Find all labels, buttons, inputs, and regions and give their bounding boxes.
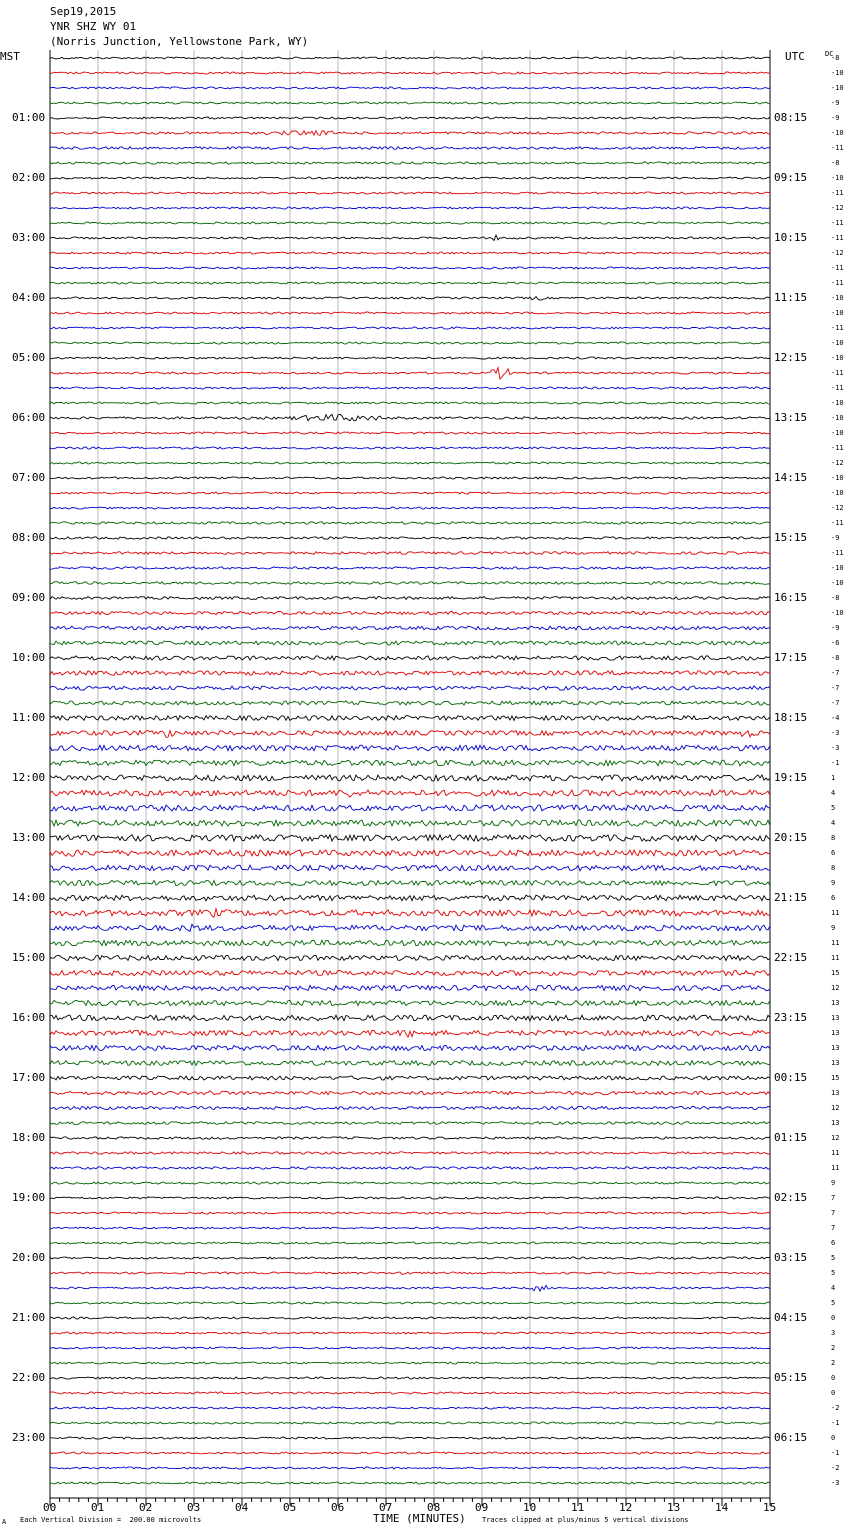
utc-hour-label: 11:15 <box>774 291 808 304</box>
seismic-trace <box>50 177 770 179</box>
seismic-trace <box>50 87 770 89</box>
dc-offset-label: 13 <box>831 1029 840 1037</box>
clip-note: Traces clipped at plus/minus 5 vertical divisions <box>482 1516 689 1524</box>
dc-offset-label: 5 <box>831 804 836 812</box>
seismic-trace <box>50 745 770 751</box>
utc-hour-label: 10:15 <box>774 231 808 244</box>
mst-hour-label: 08:00 <box>12 531 46 544</box>
seismic-trace <box>50 72 770 74</box>
seismic-trace <box>50 1000 770 1005</box>
mst-hour-label: 19:00 <box>12 1191 46 1204</box>
utc-hour-label: 05:15 <box>774 1371 808 1384</box>
mst-hour-label: 11:00 <box>12 711 46 724</box>
dc-offset-label: 7 <box>831 1209 836 1217</box>
seismic-trace <box>50 597 770 600</box>
seismic-trace <box>50 1362 770 1364</box>
x-tick-label: 04 <box>235 1501 249 1514</box>
seismic-trace <box>50 626 770 630</box>
seismic-trace <box>50 1167 770 1169</box>
seismic-trace <box>50 537 770 539</box>
utc-hour-label: 17:15 <box>774 651 808 664</box>
x-tick-label: 07 <box>379 1501 393 1514</box>
dc-offset-label: -12 <box>831 459 844 467</box>
dc-offset-label: -1 <box>831 1449 840 1457</box>
seismic-trace <box>50 207 770 209</box>
dc-offset-label: 13 <box>831 1044 840 1052</box>
dc-offset-label: 5 <box>831 1269 836 1277</box>
seismic-trace <box>50 865 770 871</box>
scale-note: Each Vertical Division = 200.00 microvolts <box>20 1516 202 1524</box>
utc-hour-label: 00:15 <box>774 1071 808 1084</box>
dc-offset-label: 13 <box>831 1089 840 1097</box>
dc-offset-label: -11 <box>831 189 844 197</box>
seismic-trace <box>50 909 770 917</box>
dc-label: DC <box>825 50 834 58</box>
dc-offset-label: 13 <box>831 1059 840 1067</box>
seismic-trace <box>50 477 770 479</box>
dc-offset-label: -10 <box>831 489 844 497</box>
seismic-trace <box>50 1467 770 1469</box>
dc-offset-label: 11 <box>831 1164 840 1172</box>
x-tick-label: 15 <box>763 1501 777 1514</box>
utc-hour-label: 16:15 <box>774 591 808 604</box>
seismic-trace <box>50 895 770 901</box>
seismic-trace <box>50 297 770 301</box>
utc-hour-label: 19:15 <box>774 771 808 784</box>
x-tick-label: 11 <box>571 1501 585 1514</box>
seismic-trace <box>50 1317 770 1319</box>
dc-offset-label: 2 <box>831 1344 836 1352</box>
dc-offset-label: 6 <box>831 849 836 857</box>
dc-offset-label: 4 <box>831 789 836 797</box>
seismic-trace <box>50 686 770 690</box>
dc-offset-label: 4 <box>831 819 836 827</box>
x-tick-label: 05 <box>283 1501 297 1514</box>
seismic-trace <box>50 1257 770 1259</box>
seismic-trace <box>50 492 770 494</box>
utc-hour-label: 09:15 <box>774 171 808 184</box>
dc-offset-label: 7 <box>831 1224 836 1232</box>
x-axis-label: TIME (MINUTES) <box>373 1512 466 1525</box>
seismic-trace <box>50 1137 770 1139</box>
dc-offset-label: 0 <box>831 1434 836 1442</box>
dc-offset-label: -10 <box>831 354 844 362</box>
dc-offset-label: -10 <box>831 564 844 572</box>
x-tick-label: 00 <box>43 1501 57 1514</box>
dc-offset-label: -8 <box>831 654 840 662</box>
dc-offset-label: 9 <box>831 879 836 887</box>
seismic-trace <box>50 955 770 960</box>
seismic-trace <box>50 147 770 150</box>
seismic-trace <box>50 1437 770 1439</box>
seismic-trace <box>50 1407 770 1409</box>
dc-offset-label: 9 <box>831 924 836 932</box>
utc-hour-label: 13:15 <box>774 411 808 424</box>
mst-axis-title: MST <box>0 50 20 63</box>
seismic-trace <box>50 522 770 524</box>
seismic-trace <box>50 1076 770 1080</box>
dc-offset-label: -11 <box>831 234 844 242</box>
mst-hour-label: 17:00 <box>12 1071 46 1084</box>
seismic-trace <box>50 368 770 379</box>
mst-hour-label: 02:00 <box>12 171 46 184</box>
dc-offset-label: 11 <box>831 954 840 962</box>
dc-offset-label: 5 <box>831 1299 836 1307</box>
utc-hour-label: 20:15 <box>774 831 808 844</box>
date-title: Sep19,2015 <box>50 5 117 18</box>
dc-offset-label: -10 <box>831 399 844 407</box>
utc-axis-title: UTC <box>785 50 805 63</box>
seismic-trace <box>50 252 770 254</box>
mst-hour-label: 07:00 <box>12 471 46 484</box>
seismic-trace <box>50 342 770 344</box>
seismic-trace <box>50 57 770 59</box>
utc-hour-label: 08:15 <box>774 111 808 124</box>
x-tick-label: 08 <box>427 1501 441 1514</box>
dc-offset-label: -3 <box>831 1479 840 1487</box>
x-tick-label: 06 <box>331 1501 345 1514</box>
seismic-trace <box>50 1285 770 1291</box>
seismic-trace <box>50 1197 770 1199</box>
seismic-trace <box>50 414 770 421</box>
dc-offset-label: 4 <box>831 1284 836 1292</box>
mst-hour-label: 13:00 <box>12 831 46 844</box>
dc-offset-label: 8 <box>831 864 836 872</box>
mst-hour-label: 09:00 <box>12 591 46 604</box>
mst-hour-label: 21:00 <box>12 1311 46 1324</box>
seismic-trace <box>50 1482 770 1484</box>
seismic-trace <box>50 1015 770 1021</box>
seismic-trace <box>50 192 770 194</box>
seismic-trace <box>50 447 770 449</box>
mst-hour-label: 01:00 <box>12 111 46 124</box>
seismic-trace <box>50 1392 770 1394</box>
dc-offset-label: 2 <box>831 1359 836 1367</box>
dc-offset-label: 1 <box>831 774 836 782</box>
utc-hour-label: 06:15 <box>774 1431 808 1444</box>
x-tick-label: 03 <box>187 1501 201 1514</box>
seismic-trace <box>50 131 770 136</box>
dc-offset-label: -11 <box>831 369 844 377</box>
seismic-trace <box>50 552 770 555</box>
seismic-trace <box>50 1422 770 1424</box>
seismic-trace <box>50 1182 770 1184</box>
seismic-trace <box>50 716 770 721</box>
seismic-trace <box>50 671 770 675</box>
dc-offset-label: -1 <box>831 1419 840 1427</box>
dc-offset-label: -2 <box>831 1404 840 1412</box>
seismic-trace <box>50 162 770 164</box>
seismic-trace <box>50 1106 770 1109</box>
seismic-trace <box>50 462 770 464</box>
dc-offset-label: -10 <box>831 294 844 302</box>
dc-offset-label: -8 <box>831 54 840 62</box>
seismic-trace <box>50 1122 770 1125</box>
seismic-trace <box>50 611 770 614</box>
seismic-trace <box>50 327 770 329</box>
dc-offset-label: -3 <box>831 729 840 737</box>
dc-offset-label: 12 <box>831 1104 840 1112</box>
dc-offset-label: 6 <box>831 1239 836 1247</box>
mst-hour-label: 05:00 <box>12 351 46 364</box>
dc-offset-label: -10 <box>831 339 844 347</box>
utc-hour-label: 18:15 <box>774 711 808 724</box>
dc-offset-label: -11 <box>831 384 844 392</box>
utc-hour-label: 23:15 <box>774 1011 808 1024</box>
dc-offset-label: -9 <box>831 534 840 542</box>
seismic-trace <box>50 1242 770 1244</box>
dc-offset-label: 3 <box>831 1329 836 1337</box>
seismic-trace <box>50 402 770 404</box>
seismic-trace <box>50 1227 770 1229</box>
utc-hour-label: 02:15 <box>774 1191 808 1204</box>
mst-hour-label: 12:00 <box>12 771 46 784</box>
mst-hour-label: 20:00 <box>12 1251 46 1264</box>
dc-offset-label: -10 <box>831 474 844 482</box>
dc-offset-label: -11 <box>831 279 844 287</box>
seismic-trace <box>50 235 770 240</box>
seismic-trace <box>50 805 770 811</box>
seismic-trace <box>50 117 770 119</box>
seismic-trace <box>50 1272 770 1274</box>
dc-offset-label: 12 <box>831 984 840 992</box>
dc-offset-label: -10 <box>831 414 844 422</box>
dc-offset-label: 9 <box>831 1179 836 1187</box>
dc-offset-label: 5 <box>831 1254 836 1262</box>
dc-offset-label: 15 <box>831 1074 840 1082</box>
dc-offset-label: -11 <box>831 444 844 452</box>
dc-offset-label: 11 <box>831 909 840 917</box>
mst-hour-label: 10:00 <box>12 651 46 664</box>
mst-hour-label: 15:00 <box>12 951 46 964</box>
dc-offset-label: -11 <box>831 219 844 227</box>
seismic-trace <box>50 102 770 104</box>
utc-hour-label: 15:15 <box>774 531 808 544</box>
utc-hour-label: 04:15 <box>774 1311 808 1324</box>
x-tick-label: 10 <box>523 1501 537 1514</box>
dc-offset-label: -12 <box>831 504 844 512</box>
dc-offset-label: -8 <box>831 159 840 167</box>
mst-hour-label: 22:00 <box>12 1371 46 1384</box>
station-title: YNR SHZ WY 01 <box>50 20 137 33</box>
utc-hour-label: 01:15 <box>774 1131 808 1144</box>
seismic-trace <box>50 267 770 269</box>
seismic-trace <box>50 970 770 975</box>
dc-offset-label: 13 <box>831 1119 840 1127</box>
seismic-trace <box>50 1332 770 1334</box>
seismic-trace <box>50 835 770 841</box>
utc-hour-label: 22:15 <box>774 951 808 964</box>
seismic-trace <box>50 582 770 585</box>
dc-offset-label: -11 <box>831 549 844 557</box>
seismic-trace <box>50 1377 770 1379</box>
dc-offset-label: 7 <box>831 1194 836 1202</box>
seismic-trace <box>50 312 770 314</box>
seismic-trace <box>50 820 770 826</box>
dc-offset-label: -8 <box>831 594 840 602</box>
dc-offset-label: 0 <box>831 1389 836 1397</box>
seismic-trace <box>50 1302 770 1304</box>
seismic-trace <box>50 1152 770 1154</box>
seismic-trace <box>50 282 770 284</box>
dc-offset-label: -7 <box>831 669 840 677</box>
dc-offset-label: -9 <box>831 114 840 122</box>
dc-offset-label: 12 <box>831 1134 840 1142</box>
dc-offset-label: -10 <box>831 309 844 317</box>
seismic-trace <box>50 507 770 509</box>
seismic-trace <box>50 880 770 885</box>
seismic-trace <box>50 357 770 359</box>
dc-offset-label: -9 <box>831 99 840 107</box>
mst-hour-label: 16:00 <box>12 1011 46 1024</box>
mst-hour-label: 06:00 <box>12 411 46 424</box>
dc-offset-label: -6 <box>831 639 840 647</box>
seismic-trace <box>50 1030 770 1037</box>
dc-offset-label: -10 <box>831 84 844 92</box>
seismic-trace <box>50 1212 770 1214</box>
dc-offset-label: 15 <box>831 969 840 977</box>
dc-offset-label: -10 <box>831 579 844 587</box>
dc-offset-label: -7 <box>831 699 840 707</box>
dc-offset-label: -7 <box>831 684 840 692</box>
seismic-trace <box>50 790 770 797</box>
seismic-trace <box>50 701 770 705</box>
x-tick-label: 13 <box>667 1501 681 1514</box>
dc-offset-label: 11 <box>831 939 840 947</box>
seismic-trace <box>50 924 770 931</box>
dc-offset-label: -4 <box>831 714 840 722</box>
dc-offset-label: 0 <box>831 1374 836 1382</box>
utc-hour-label: 21:15 <box>774 891 808 904</box>
dc-offset-label: -11 <box>831 264 844 272</box>
seismic-trace <box>50 940 770 946</box>
seismic-trace <box>50 850 770 856</box>
x-tick-label: 12 <box>619 1501 633 1514</box>
x-tick-label: 01 <box>91 1501 105 1514</box>
dc-offset-label: 6 <box>831 894 836 902</box>
seismic-trace <box>50 1061 770 1066</box>
seismic-trace <box>50 1091 770 1095</box>
utc-hour-label: 12:15 <box>774 351 808 364</box>
mst-hour-label: 04:00 <box>12 291 46 304</box>
seismic-trace <box>50 387 770 389</box>
dc-offset-label: 13 <box>831 1014 840 1022</box>
seismic-trace <box>50 985 770 990</box>
dc-offset-label: -10 <box>831 129 844 137</box>
seismic-trace <box>50 731 770 738</box>
location-title: (Norris Junction, Yellowstone Park, WY) <box>50 35 309 48</box>
mst-hour-label: 23:00 <box>12 1431 46 1444</box>
dc-offset-label: -11 <box>831 519 844 527</box>
dc-offset-label: 11 <box>831 1149 840 1157</box>
dc-offset-label: -12 <box>831 204 844 212</box>
x-tick-label: 09 <box>475 1501 489 1514</box>
seismic-trace <box>50 222 770 224</box>
dc-offset-label: -2 <box>831 1464 840 1472</box>
dc-offset-label: -10 <box>831 429 844 437</box>
x-tick-label: 02 <box>139 1501 153 1514</box>
mst-hour-label: 18:00 <box>12 1131 46 1144</box>
x-tick-label: 14 <box>715 1501 729 1514</box>
seismic-trace <box>50 775 770 781</box>
dc-offset-label: -11 <box>831 144 844 152</box>
seismic-trace <box>50 656 770 660</box>
utc-hour-label: 14:15 <box>774 471 808 484</box>
seismic-trace <box>50 1045 770 1050</box>
dc-offset-label: 13 <box>831 999 840 1007</box>
seismic-trace <box>50 1452 770 1454</box>
dc-offset-label: -9 <box>831 624 840 632</box>
dc-offset-label: -10 <box>831 69 844 77</box>
dc-offset-label: 8 <box>831 834 836 842</box>
seismic-trace <box>50 1347 770 1349</box>
dc-offset-label: -11 <box>831 324 844 332</box>
dc-offset-label: -1 <box>831 759 840 767</box>
mst-hour-label: 03:00 <box>12 231 46 244</box>
corner-mark: A <box>2 1518 7 1526</box>
dc-offset-label: 0 <box>831 1314 836 1322</box>
mst-hour-label: 14:00 <box>12 891 46 904</box>
utc-hour-label: 03:15 <box>774 1251 808 1264</box>
dc-offset-label: -3 <box>831 744 840 752</box>
seismic-trace <box>50 760 770 766</box>
seismic-trace <box>50 641 770 645</box>
dc-offset-label: -10 <box>831 174 844 182</box>
dc-offset-label: -12 <box>831 249 844 257</box>
dc-offset-label: -10 <box>831 609 844 617</box>
seismic-trace <box>50 432 770 434</box>
seismic-trace <box>50 567 770 569</box>
